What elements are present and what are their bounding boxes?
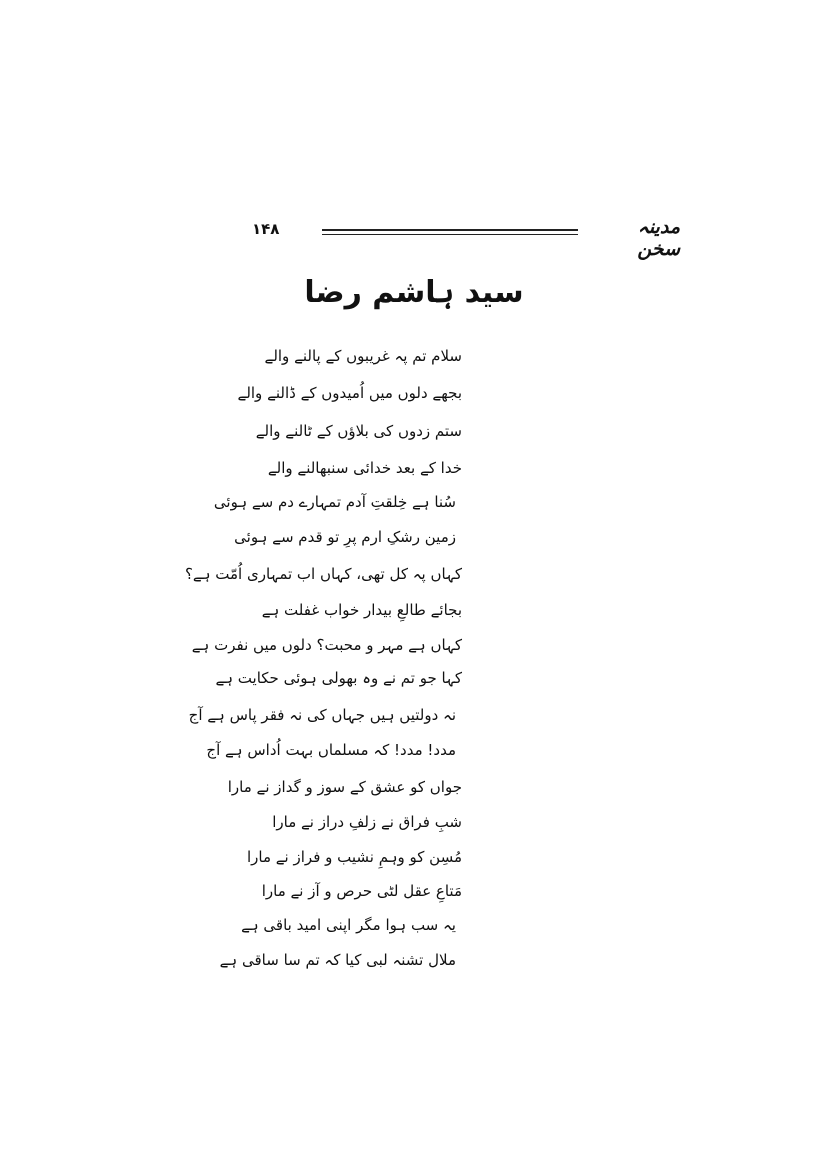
refrain-line: ملال تشنہ لبی کیا کہ تم سا ساقی ہے: [219, 951, 456, 969]
verse-line: ستم زدوں کی بلاؤں کے ٹالنے والے: [255, 422, 462, 440]
refrain-line: مدد! مدد! کہ مسلماں بہت اُداس ہے آج: [206, 741, 456, 759]
verse-line: مَتاعِ عقل لٹی حرص و آز نے مارا: [261, 882, 462, 900]
refrain-line: سُنا ہے خِلقتِ آدم تمہارے دم سے ہوئی: [213, 493, 456, 511]
header-rule-thin: [322, 234, 578, 235]
refrain-line: زمین رشکِ ارم پرِ تو قدم سے ہوئی: [234, 528, 456, 546]
book-title: مدینہ سخن: [637, 216, 680, 260]
refrain-line: نہ دولتیں ہیں جہاں کی نہ فقر پاس ہے آج: [188, 706, 456, 724]
verse-line: خدا کے بعد خدائی سنبھالنے والے: [267, 459, 462, 477]
verse-line: مُسِن کو وہمِ نشیب و فراز نے مارا: [246, 848, 462, 866]
verse-line: بجھے دلوں میں اُمیدوں کے ڈالنے والے: [237, 384, 462, 402]
verse-line: کہاں ہے مہر و محبت؟ دلوں میں نفرت ہے: [191, 636, 462, 654]
page-number: ۱۴۸: [252, 220, 280, 238]
verse-line: کہاں پہ کل تھی، کہاں اب تمہاری اُمّت ہے؟: [184, 565, 462, 583]
poem-title: سید ہاشم رضا: [304, 275, 524, 310]
verse-line: کہا جو تم نے وہ بھولی ہوئی حکایت ہے: [215, 669, 462, 687]
verse-line: شبِ فراق نے زلفِ دراز نے مارا: [272, 813, 462, 831]
verse-line: جواں کو عشق کے سوز و گداز نے مارا: [227, 778, 462, 796]
verse-line: بجائے طالعِ بیدار خواب غفلت ہے: [261, 601, 462, 619]
refrain-line: یہ سب ہوا مگر اپنی امید باقی ہے: [241, 916, 456, 934]
verse-line: سلام تم پہ غریبوں کے پالنے والے: [264, 347, 462, 365]
header-rule-thick: [322, 229, 578, 231]
